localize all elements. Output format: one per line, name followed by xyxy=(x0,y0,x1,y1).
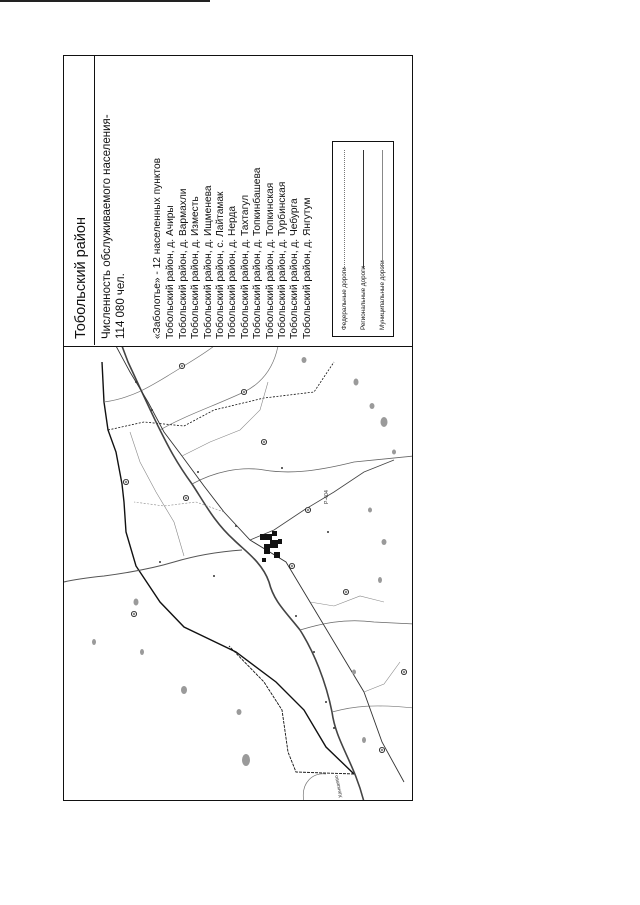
list-item: Тобольский район, д. Ищменева xyxy=(202,185,214,339)
list-item: Тобольский район, д. Вармахли xyxy=(177,188,189,339)
regional-road-north xyxy=(250,460,394,540)
river-tributary-1 xyxy=(192,456,413,484)
population-value: 114 080 чел. xyxy=(115,273,127,339)
river-tributary-6 xyxy=(303,774,326,801)
legend-row-federal xyxy=(338,142,352,330)
scan-edge-line xyxy=(0,0,210,2)
settlements-block xyxy=(152,59,314,339)
municipal-road-3 xyxy=(182,382,268,456)
river-tobol xyxy=(64,550,242,582)
population-label: Численность обслуживаемого населения- xyxy=(101,114,113,339)
settlement-markers xyxy=(123,363,413,752)
map-sheet xyxy=(63,55,413,801)
municipal-road-2 xyxy=(310,596,384,606)
title-divider xyxy=(94,56,95,345)
settlements-header: «Заболотье» - 12 населенных пунктов xyxy=(152,157,163,339)
legend-row-regional xyxy=(357,142,371,330)
district-map-svg xyxy=(64,346,413,801)
district-title: Тобольский район xyxy=(73,217,89,339)
list-item: Тобольский район, д. Янгутум xyxy=(301,197,313,339)
legend-row-municipal xyxy=(376,142,390,330)
legend-label-regional: Региональные дороги xyxy=(360,266,367,330)
river-irtysh xyxy=(122,346,364,801)
list-item: Тобольский район, д. Изместь xyxy=(190,196,202,339)
info-panel xyxy=(64,56,413,345)
list-item: Тобольский район, д. Топкинская xyxy=(264,182,276,339)
list-item: Тобольский район, д. Нерда xyxy=(227,205,239,339)
municipal-road-4 xyxy=(364,662,400,692)
regional-road-main xyxy=(116,346,404,782)
city-tobolsk-cluster xyxy=(260,531,282,562)
population-block xyxy=(100,59,128,339)
list-item: Тобольский район, д. Чебурга xyxy=(289,198,301,339)
legend-label-federal: Федеральные дороги xyxy=(341,267,348,330)
list-item: Тобольский район, д. Тахтагул xyxy=(239,194,251,339)
lakes xyxy=(92,357,396,766)
list-item: Тобольский район, д. Топкинбашева xyxy=(252,167,264,339)
legend-swatch-municipal xyxy=(382,150,383,268)
river-tributary-4 xyxy=(160,346,278,430)
list-item: Тобольский район, с. Лайтамак xyxy=(215,191,227,339)
legend-swatch-regional xyxy=(363,150,364,268)
map-legend xyxy=(332,141,394,337)
list-item: Тобольский район, д. Турбинская xyxy=(277,181,289,339)
district-boundary-east xyxy=(108,362,334,430)
district-map xyxy=(64,346,413,801)
river-tributary-2 xyxy=(300,621,413,630)
map-sheet-rotated xyxy=(64,56,413,801)
district-boundary xyxy=(102,362,354,774)
map-road-label: Р-404 xyxy=(324,490,330,504)
list-item: Тобольский район, д. Ачиры xyxy=(165,205,177,339)
map-place-label: Ханкаево xyxy=(333,774,345,799)
river-tributary-3 xyxy=(332,706,413,712)
legend-label-municipal: Муниципальные дороги xyxy=(379,260,386,330)
legend-swatch-federal xyxy=(344,150,345,268)
municipal-road-1 xyxy=(130,432,184,556)
settlements-list xyxy=(165,59,314,339)
municipal-road-5 xyxy=(134,502,224,512)
